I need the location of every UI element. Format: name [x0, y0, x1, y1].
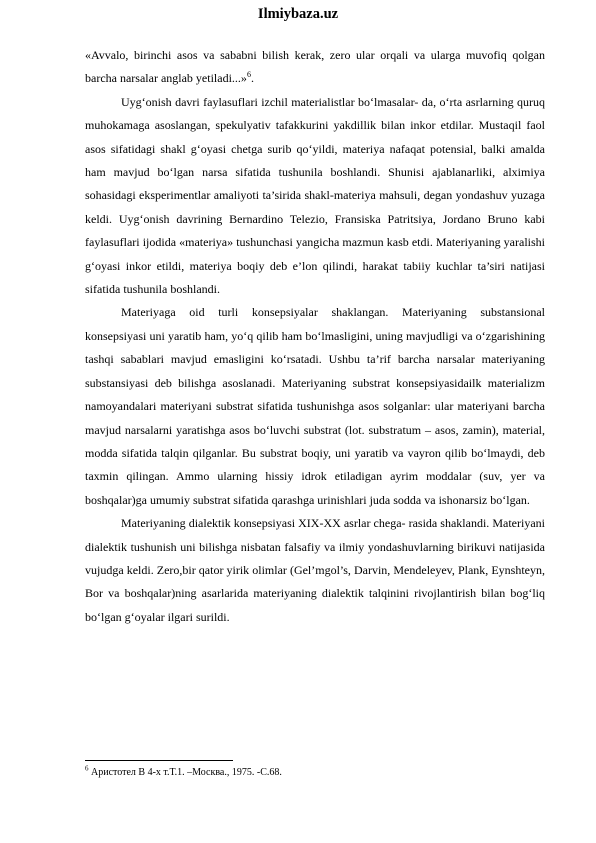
site-title: Ilmiybaza.uz	[257, 6, 339, 22]
footnote	[85, 766, 545, 779]
quote-text: «Avvalo, birinchi asos va sababni bilish kerak, zero ular orqali va ularga muvofiq qolgan barcha narsalar anglab yetiladi...»	[85, 48, 545, 86]
paragraph-concepts: Materiyaga oid turli konsepsiyalar shaklangan. Materiyaning substansional konsepsiyasi uni yaratib ham, yo‘q qilib ham bo‘lmasligini, uning mavjudligi va o‘zgarishining tashqi sabablari mavjud emasligini ko‘rsatadi. Ushbu ta’rif barcha narsalar materiyaning substansiyasi deb bilishga asoslanadi. Materiyaning substrat konsepsiyasidailk materializm namoyandalari materiyani substrat sifatida tushunishga asos solganlar: ular materiyani barcha mavjud narsalarni yaratishga asos bo‘luvchi substrat (lot. substratum – asos, zamin), material, modda sifatida talqin qilganlar. Bu substrat boqiy, uni yaratib va vayron qilib bo‘lmaydi, deb taxmin qilingan. Ammo ularning hissiy idrok etiladigan ayrim moddalar (suv, yer va boshqalar)ga umumiy substrat sifatida qarashga urinishlari juda sodda va ishonarsiz bo‘lgan.	[85, 305, 545, 507]
footnote-reference[interactable]: 6	[246, 70, 251, 80]
paragraph-dialectic: Materiyaning dialektik konsepsiyasi XIX-XX asrlar chega- rasida shaklandi. Materiyani dialektik tushunish uni bilishga nisbatan falsafiy va ilmiy yondashuvlarning birikuvi natijasida vujudga keldi. Zero,bir qator yirik olimlar (Gel’mgol’s, Darvin, Mendeleyev, Plank, Eynshteyn, Bor va boshqalar)ning asarlarida materiyaning dialektik talqinini rivojlantirish bilan bog‘liq bo‘lgan g‘oyalar ilgari surildi.	[85, 516, 545, 624]
document-body	[85, 44, 545, 629]
paragraph-renaissance: Uyg‘onish davri faylasuflari izchil materialistlar bo‘lmasalar- da, o‘rta asrlarning quruq muhokamaga asoslangan, spekulyativ tafakkurini yakdillik bilan inkor etdilar. Mustaqil faol asos sifatidagi shakl g‘oyasi chetga surib qo‘yildi, materiya nafaqat potensial, balki amalda ham mavjud bo‘lgan narsa sifatida tushunila boshlandi. Shunisi ajablanarliki, alximiya sohasidagi eksperimentlar amaliyoti ta’sirida shakl-materiya mahsuli, degan yondashuv yuzaga keldi. Uyg‘onish davrining Bernardino Telezio, Fransiska Patritsiya, Jordano Bruno kabi faylasuflari ijodida «materiya» tushunchasi yangicha mazmun kasb etdi. Materiyaning yaralishi g‘oyasi inkor etildi, materiya boqiy deb e’lon qilindi, harakat tabiiy kuchlar ta’siri natijasi sifatida tushunila boshlandi.	[85, 94, 545, 297]
quote-paragraph	[85, 44, 545, 91]
quote-suffix: .	[250, 71, 254, 86]
footnote-number: 6	[85, 764, 89, 773]
footnote-text: Аристотел В 4-х т.Т.1. –Москва., 1975. -С.68.	[91, 767, 282, 778]
footnote-divider	[85, 760, 233, 761]
